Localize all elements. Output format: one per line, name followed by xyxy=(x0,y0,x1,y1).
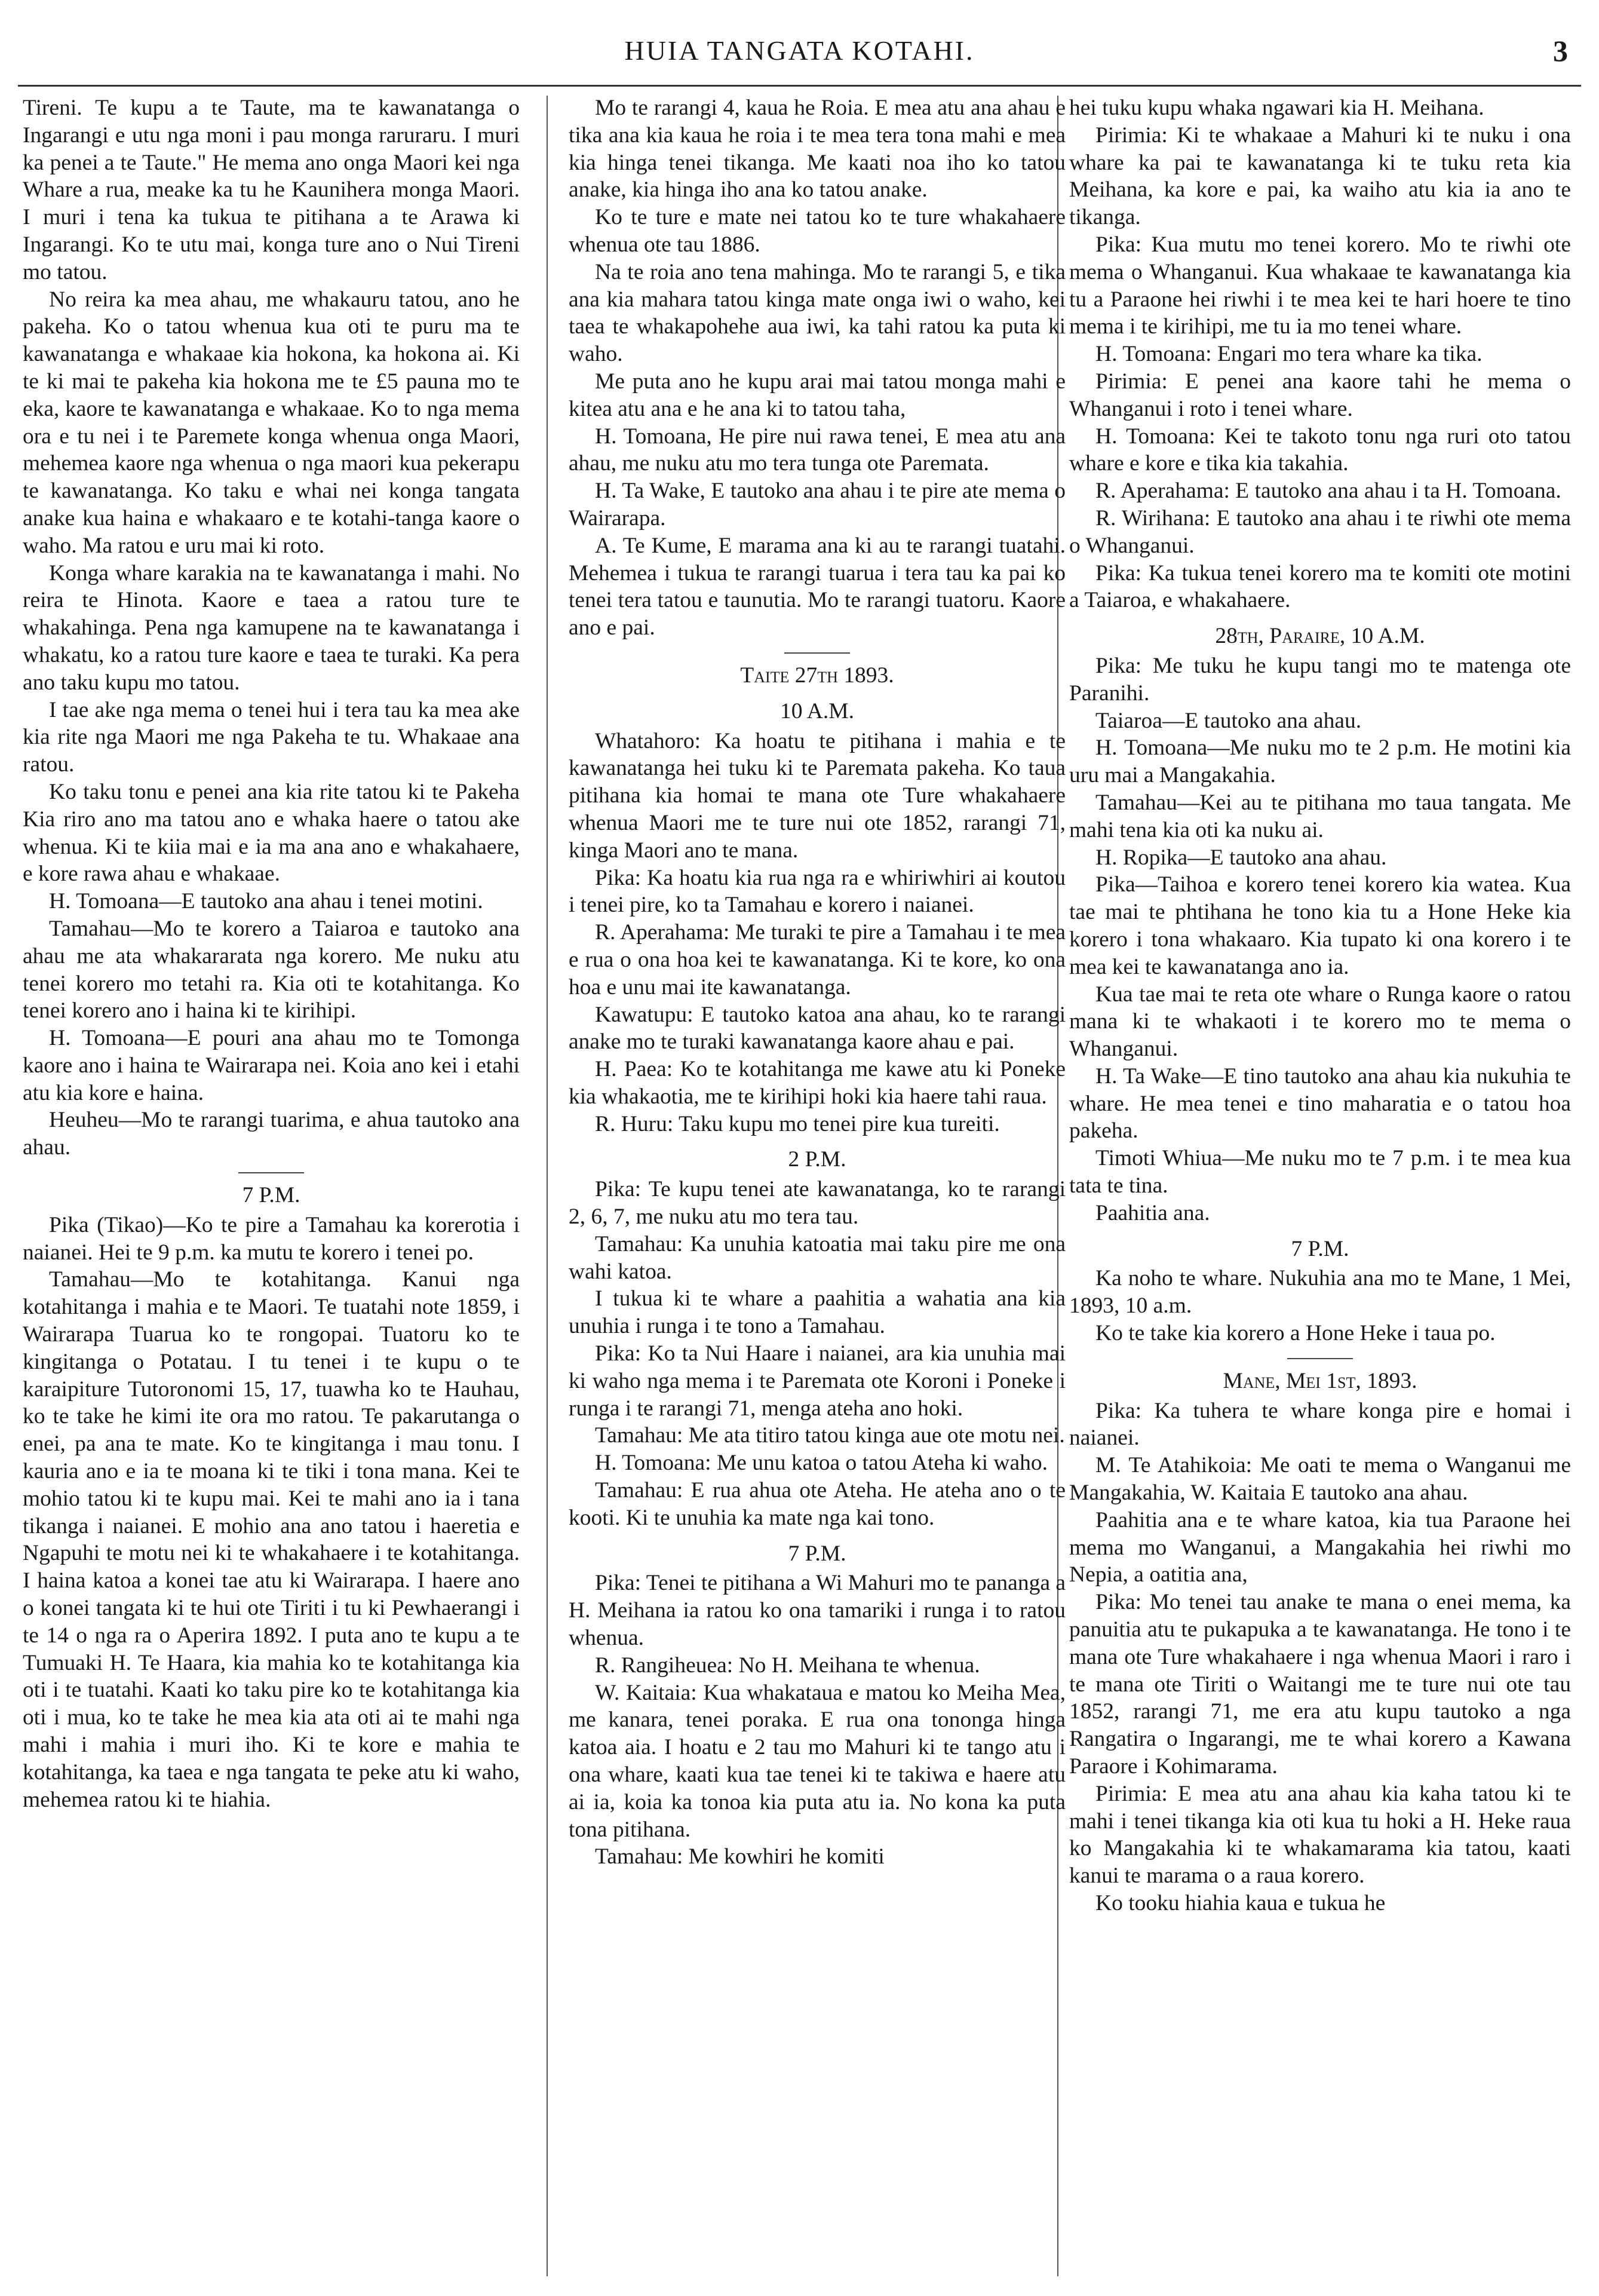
paragraph: A. Te Kume, E marama ana ki au te rarangi tuatahi. Mehemea i tukua te rarangi tuarua i tera tau ka pai ko tenei tera tatou e taunutia. Mo te rarangi tuatoru. Kaore ano e pai. xyxy=(569,533,1066,640)
paragraph: Pika (Tikao)—Ko te pire a Tamahau ka korerotia i naianei. Hei te 9 p.m. ka mutu te korero i tenei po. xyxy=(23,1212,520,1265)
paragraph: H. Tomoana: Engari mo tera whare ka tika. xyxy=(1095,342,1483,367)
paragraph: W. Kaitaia: Kua whakataua e matou ko Meiha Mea, me kanara, tenei poraka. E rua ona tononga hinga katoa aia. I hoatu e 2 tau mo Mahuri ki te tango atu i ona whare, kaati kua tae tenei ki te takiwa e haere atu ai ia, koia ka tonoa kia puta atu ia. No kona ka puta tona pitihana. xyxy=(569,1680,1066,1842)
paragraph: Pirimia: E penei ana kaore tahi he mema o Whanganui i roto i tenei whare. xyxy=(1069,369,1571,421)
paragraph: Pika: Me tuku he kupu tangi mo te matenga ote Paranihi. xyxy=(1069,653,1571,706)
date-heading: 28th, Paraire, 10 A.M. xyxy=(1215,624,1425,649)
section-divider xyxy=(784,652,850,654)
paragraph: Taiaroa—E tautoko ana ahau. xyxy=(1095,708,1362,733)
paragraph: Tamahau: E rua ahua ote Ateha. He ateha ano o te kooti. Ki te unuhia ka mate nga kai tono. xyxy=(569,1478,1066,1530)
paragraph: R. Aperahama: E tautoko ana ahau i ta H. Tomoana. xyxy=(1095,479,1561,504)
column-3 xyxy=(1069,94,1571,2281)
section-divider xyxy=(1287,1358,1353,1359)
time-heading: 7 P.M. xyxy=(788,1541,846,1566)
paragraph: Ko taku tonu e penei ana kia rite tatou ki te Pakeha Kia riro ano ma tatou ano e whaka haere o tatou ake whenua. Ki te kiia mai e ia ma ana ano e whakahaere, e kore rawa ahau e whakaae. xyxy=(23,779,520,887)
paragraph: Pika: Tenei te pitihana a Wi Mahuri mo te pananga a H. Meihana ia ratou ko ona tamariki i runga i to ratou whenua. xyxy=(569,1571,1066,1651)
paragraph: Konga whare karakia na te kawanatanga i mahi. No reira te Hinota. Kaore e taea a ratou ture te whakahinga. Pena nga kamupene na te kawanatanga i whakatu, ko a ratou ture kaore e taea te turaki. Ka pera ano taku kupu mo tatou. xyxy=(23,560,520,695)
paragraph: M. Te Atahikoia: Me oati te mema o Wanganui me Mangakahia, W. Kaitaia E tautoko ana ahau. xyxy=(1069,1453,1571,1506)
paragraph: Me puta ano he kupu arai mai tatou monga mahi e kitea atu ana e he ana ki to tatou taha, xyxy=(569,369,1066,421)
paragraph: Tireni. Te kupu a te Taute, ma te kawanatanga o Ingarangi e utu nga moni i pau monga raruraru. I muri ka penei a te Taute." He mema ano onga Maori kei nga Whare a rua, meake ka tu he Kaunihera monga Maori. I muri i tena ka tukua te pitihana a te Arawa ki Ingarangi. Ko te utu mai, konga ture ano o Nui Tireni mo tatou. xyxy=(23,96,520,284)
paragraph: H. Tomoana—E tautoko ana ahau i tenei motini. xyxy=(49,889,483,914)
running-title: HUIA TANGATA KOTAHI. xyxy=(624,35,975,66)
paragraph: Pika: Ko ta Nui Haare i naianei, ara kia unuhia mai ki waho nga mema i te Paremata ote Koroni i Poneke i runga i te rarangi 71, menga ateha ano hoki. xyxy=(569,1341,1066,1421)
paragraph: Tamahau—Mo te korero a Taiaroa e tautoko ana ahau me ata whakararata nga korero. Me nuku atu tenei korero mo tetahi ra. Kia oti te kotahitanga. Ko tenei korero ano i haina ki te kirihipi. xyxy=(23,916,520,1023)
paragraph: Kua tae mai te reta ote whare o Runga kaore o ratou mana ki te whakaoti i te korero mo te mema o Whanganui. xyxy=(1069,982,1571,1062)
paragraph: Pika: Ka tuhera te whare konga pire e homai i naianei. xyxy=(1069,1398,1571,1451)
paragraph: R. Rangiheuea: No H. Meihana te whenua. xyxy=(595,1653,980,1678)
section-divider xyxy=(238,1172,304,1173)
paragraph: Pika: Ka tukua tenei korero ma te komiti ote motini a Taiaroa, e whakahaere. xyxy=(1069,560,1571,613)
time-heading: 7 P.M. xyxy=(1291,1236,1349,1261)
paragraph: Paahitia ana e te whare katoa, kia tua Paraone hei mema mo Wanganui, a Mangakahia hei riwhi mo Nepia, a oatitia ana, xyxy=(1069,1507,1571,1587)
time-heading: 7 P.M. xyxy=(242,1183,300,1208)
paragraph: Tamahau—Kei au te pitihana mo taua tangata. Me mahi tena kia oti ka nuku ai. xyxy=(1069,790,1571,842)
paragraph: I tukua ki te whare a paahitia a wahatia ana kia unuhia i runga i te tono a Tamahau. xyxy=(569,1286,1066,1339)
paragraph: Pirimia: Ki te whakaae a Mahuri ki te nuku i ona whare ka pai te kawanatanga ki te tuku reta kia Meihana, ka kore e pai, ka waiho atu kia ia ano te tikanga. xyxy=(1069,122,1571,230)
column-divider-1 xyxy=(547,96,548,2276)
paragraph: R. Wirihana: E tautoko ana ahau i te riwhi ote mema o Whanganui. xyxy=(1069,505,1571,558)
paragraph: Pika: Mo tenei tau anake te mana o enei mema, ka panuitia atu te pukapuka a te kawanatanga. He tono i te mana ote Ture whakahaere i nga whenua Maori i raro i te mana ote Tiriti o Waitangi me te ture nui ote tau 1852, rarangi 71, me era atu kupu tautoko a nga Rangatira o Ingarangi, me te whai korero a Kawana Paraore i Kohimarama. xyxy=(1069,1590,1571,1779)
paragraph: H. Tomoana: Kei te takoto tonu nga ruri oto tatou whare e kore e tika kia takahia. xyxy=(1069,424,1571,476)
paragraph: Pika: Te kupu tenei ate kawanatanga, ko te rarangi 2, 6, 7, me nuku atu mo tera tau. xyxy=(569,1177,1066,1230)
paragraph: H. Ta Wake, E tautoko ana ahau i te pire ate mema o Wairarapa. xyxy=(569,479,1066,531)
paragraph: Timoti Whiua—Me nuku mo te 7 p.m. i te mea kua tata te tina. xyxy=(1069,1146,1571,1198)
paragraph: H. Ropika—E tautoko ana ahau. xyxy=(1095,845,1387,870)
page-number: 3 xyxy=(1553,34,1568,68)
paragraph: No reira ka mea ahau, me whakauru tatou, ano he pakeha. Ko o tatou whenua kua oti te puru ma te kawanatanga e whakaae kia hokona, ka hokona ai. Ki te ki mai te pakeha kia hokona me te £5 pauna mo te eka, kaore te kawanatanga e whakaae. Ko to nga mema ora e tu nei i te Paremete konga whenua onga Maori, mehemea kaore nga whenua o nga maori kua pekerapu te kawanatanga. Ko taku e whai nei konga tangata anake kua haina e whakaaro e te kotahi-tanga kaore o waho. Ma ratou e uru mai ki roto. xyxy=(23,287,520,558)
header-rule xyxy=(18,85,1581,87)
paragraph: H. Tomoana—Me nuku mo te 2 p.m. He motini kia uru mai a Mangakahia. xyxy=(1069,735,1571,788)
paragraph: H. Paea: Ko te kotahitanga me kawe atu ki Poneke kia whakaotia, me te kirihipi hoki kia haere tahi raua. xyxy=(569,1057,1066,1109)
paragraph: Tamahau: Me ata titiro tatou kinga aue ote motu nei. xyxy=(595,1423,1065,1448)
paragraph: Paahitia ana. xyxy=(1095,1200,1210,1225)
paragraph: hei tuku kupu whaka ngawari kia H. Meihana. xyxy=(1069,96,1484,120)
page-header xyxy=(18,30,1581,78)
paragraph: H. Tomoana—E pouri ana ahau mo te Tomonga kaore ano i haina te Wairarapa nei. Koia ano kei i etahi atu kia kore e haina. xyxy=(23,1026,520,1105)
paragraph: Pika: Ka hoatu kia rua nga ra e whiriwhiri ai koutou i tenei pire, ko ta Tamahau e korero i naianei. xyxy=(569,865,1066,918)
paragraph: Tamahau: Ka unuhia katoatia mai taku pire me ona wahi katoa. xyxy=(569,1231,1066,1284)
paragraph: H. Ta Wake—E tino tautoko ana ahau kia nukuhia te whare. He mea tenei e tino maharatia e o tatou hoa pakeha. xyxy=(1069,1063,1571,1144)
date-heading: Mane, Mei 1st, 1893. xyxy=(1223,1368,1417,1393)
paragraph: Ko te ture e mate nei tatou ko te ture whakahaere whenua ote tau 1886. xyxy=(569,205,1066,257)
paragraph: Ko te take kia korero a Hone Heke i taua po. xyxy=(1095,1321,1496,1346)
paragraph: Tamahau: Me kowhiri he komiti xyxy=(595,1844,885,1869)
column-1 xyxy=(23,94,520,2281)
time-heading: 10 A.M. xyxy=(780,698,854,724)
paragraph: R. Aperahama: Me turaki te pire a Tamahau i te mea e rua o ona hoa kei te kawanatanga. Ki te kore, ko ona hoa e unu mai ite kawanatanga. xyxy=(569,920,1066,1000)
paragraph: H. Tomoana: Me unu katoa o tatou Ateha ki waho. xyxy=(595,1451,1048,1476)
paragraph: H. Tomoana, He pire nui rawa tenei, E mea atu ana ahau, me nuku atu mo tera tunga ote Paremata. xyxy=(569,424,1066,476)
column-2 xyxy=(569,94,1066,2281)
paragraph: I tae ake nga mema o tenei hui i tera tau ka mea ake kia rite nga Maori me nga Pakeha te tu. Whakaae ana ratou. xyxy=(23,697,520,777)
paragraph: Heuheu—Mo te rarangi tuarima, e ahua tautoko ana ahau. xyxy=(23,1108,520,1160)
paragraph: Pika—Taihoa e korero tenei korero kia watea. Kua tae mai te phtihana he tono kia tu a Hone Heke kia korero i tona whakaaro. Kia tupato ki ona korero i te mea kei te kawanatanga ano ia. xyxy=(1069,872,1571,979)
paragraph: Tamahau—Mo te kotahitanga. Kanui nga kotahitanga i mahia e te Maori. Te tuatahi note 1859, i Wairarapa Tuarua ko te rongopai. Tuatoru ko te kingitanga o Potatau. I tu tenei i te kupu o te karaipiture Tutoronomi 15, 17, tuawha ko te Hauhau, ko te take he kimi ite ora mo ratou. Te pakarutanga o enei, pa ana te mate. Ko te kingitanga i mau tonu. I kauria ano e ia te moana ki te tiki i tona mana. Kei te mohio tatou ki te kupu mai. Kei te mahi ano ia i tana tikanga i naianei. E mohio ana ano tatou i haeretia e Ngapuhi te motu nei ki te whakahaere i te kotahitanga. I haina katoa a konei tae atu ki Wairarapa. I haere ano o konei tangata ki te hui ote Tiriti i tu ki Pewhaerangi i te 14 o nga ra o Aperira 1892. I puta ano te kupu a te Tumuaki H. Te Haara, kia mahia ko te kotahitanga kia oti i te tuatahi. Kaati ko taku pire ko te kotahitanga kia oti i mua, ko te take he mea kia ata oti ai te mahi nga mahi i mahia i muri iho. Ki te kore e mahia te kotahitanga, ka taea e nga tangata te peke atu ki waho, mehemea ratou ki te hiahia. xyxy=(23,1267,520,1812)
paragraph: R. Huru: Taku kupu mo tenei pire kua tureiti. xyxy=(595,1111,1000,1136)
paragraph: Pika: Kua mutu mo tenei korero. Mo te riwhi ote mema o Whanganui. Kua whakaae te kawanatanga kia tu a Paraone hei riwhi i te mea kei te hari hoere te tino mema i te kirihipi, me tu ia mo tenei whare. xyxy=(1069,232,1571,339)
date-heading: Taite 27th 1893. xyxy=(740,663,894,688)
paragraph: Ka noho te whare. Nukuhia ana mo te Mane, 1 Mei, 1893, 10 a.m. xyxy=(1069,1266,1571,1319)
paragraph: Ko tooku hiahia kaua e tukua he xyxy=(1095,1891,1386,1915)
paragraph: Na te roia ano tena mahinga. Mo te rarangi 5, e tika ana kia mahara tatou kinga mate onga iwi o waho, kei taea te whakapohehe aua iwi, ka tahi ratou ka puta ki waho. xyxy=(569,259,1066,367)
time-heading: 2 P.M. xyxy=(788,1147,846,1172)
paragraph: Mo te rarangi 4, kaua he Roia. E mea atu ana ahau e tika ana kia kaua he roia i te mea tera tona mahi e mea kia hinga tenei tikanga. Me kaati noa iho ko tatou anake, kia hinga iho ana ko tatou anake. xyxy=(569,96,1066,203)
paragraph: Pirimia: E mea atu ana ahau kia kaha tatou ki te mahi i tenei tikanga kia oti kua tu hoki a H. Heke raua ko Mangakahia ki te whakamarama kia tatou, kaati kanui te marama o a raua korero. xyxy=(1069,1781,1571,1889)
paragraph: Whatahoro: Ka hoatu te pitihana i mahia e te kawanatanga hei tuku ki te Paremata pakeha. Ko taua pitihana kia homai te mana ote Ture whakahaere whenua Maori me te ture nui ote 1852, rarangi 71, kinga Maori ano te mana. xyxy=(569,728,1066,863)
paragraph: Kawatupu: E tautoko katoa ana ahau, ko te rarangi anake mo te turaki kawanatanga kaore ahau e pai. xyxy=(569,1002,1066,1054)
